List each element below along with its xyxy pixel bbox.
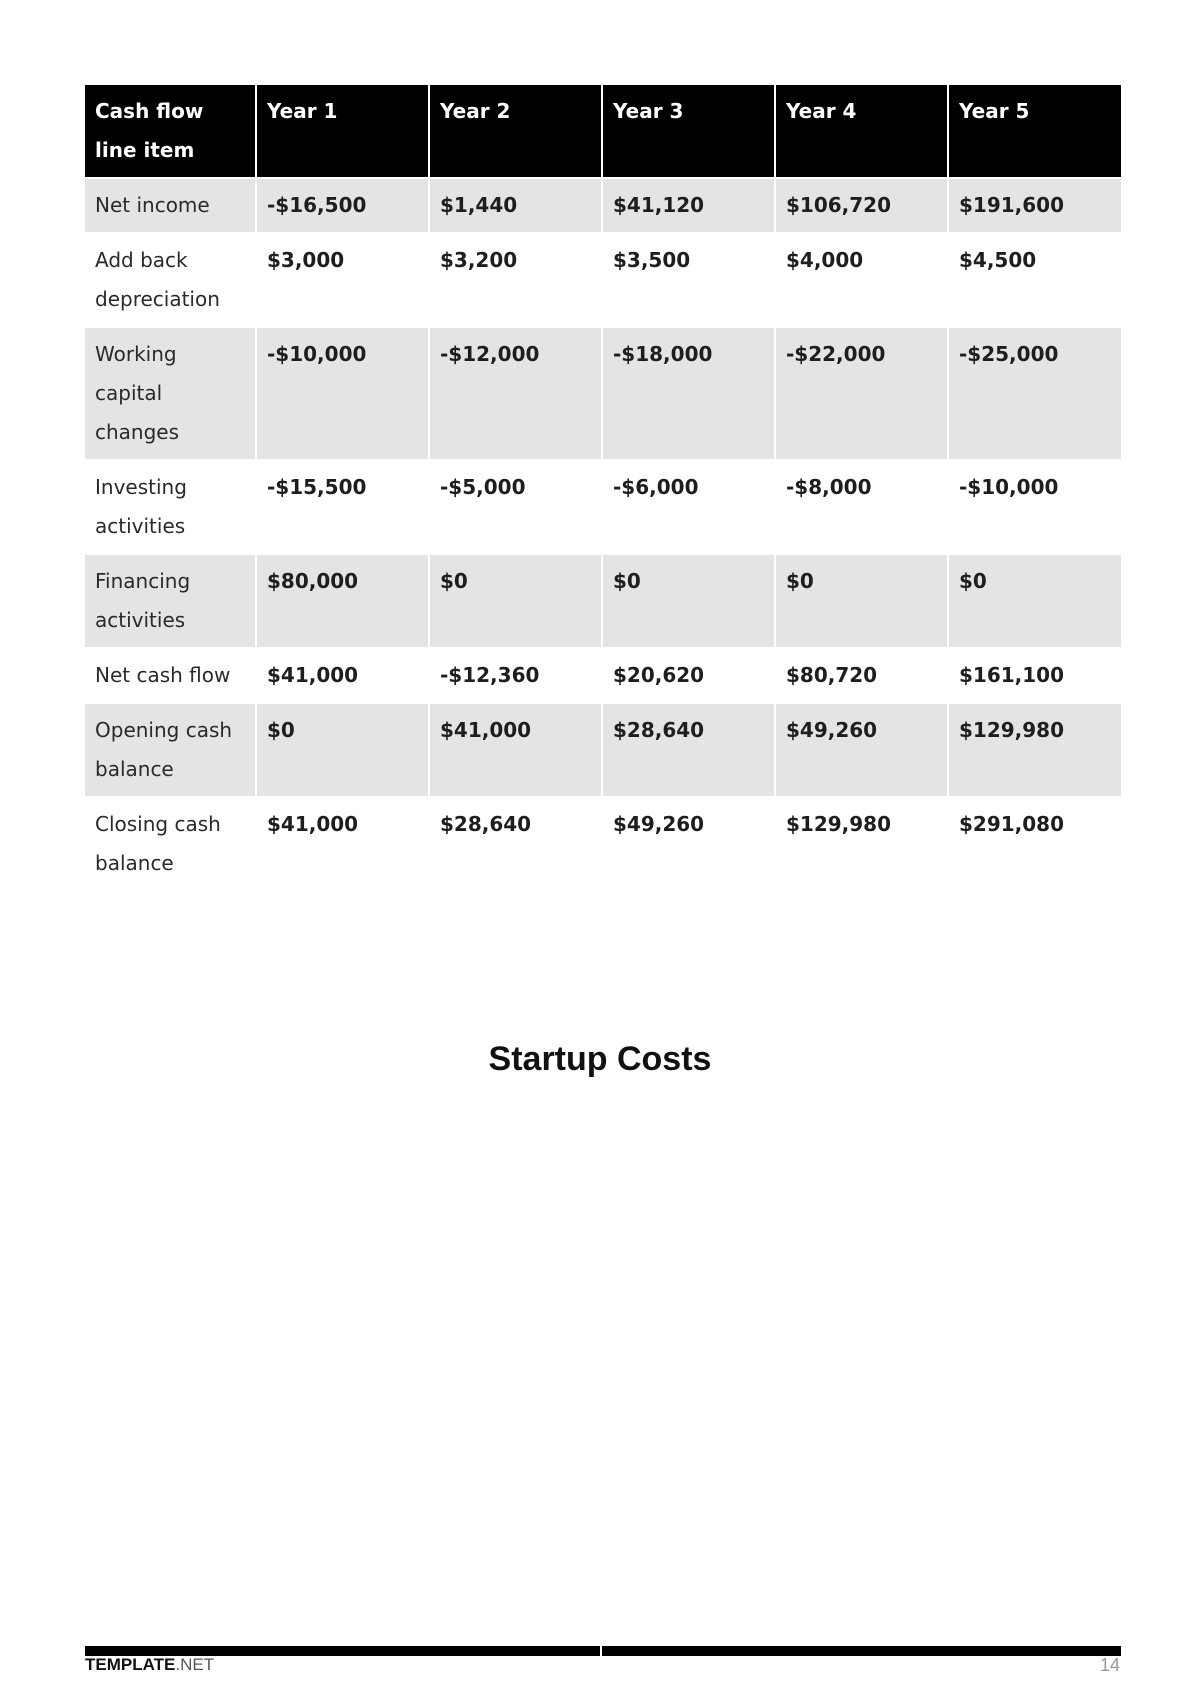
- row-value: $106,720: [775, 178, 948, 233]
- row-value: $0: [775, 554, 948, 648]
- row-label: Working capital changes: [85, 327, 256, 460]
- table-row: [85, 797, 1121, 890]
- row-value: -$18,000: [602, 327, 775, 460]
- row-value: $28,640: [429, 797, 602, 890]
- row-value: -$12,360: [429, 648, 602, 703]
- row-value: $161,100: [959, 663, 1065, 687]
- row-value: $41,120: [602, 178, 775, 233]
- row-label: Net cash flow: [85, 648, 256, 703]
- table-row: [85, 648, 1121, 703]
- row-value: $3,200: [429, 233, 602, 327]
- row-value: $291,080: [959, 812, 1065, 836]
- header-cell-year-3: Year 3: [602, 85, 775, 178]
- table-row: [85, 703, 1121, 797]
- row-label: Closing cash balance: [85, 797, 256, 890]
- table-row: [85, 460, 1121, 554]
- row-value: -$5,000: [429, 460, 602, 554]
- row-value: -$15,500: [256, 460, 429, 554]
- footer-brand-logo: [85, 1654, 214, 1676]
- row-value: $0: [429, 554, 602, 648]
- row-label: Financing activities: [85, 554, 256, 648]
- header-cell-year-5: Year 5: [959, 99, 1030, 123]
- table-header-row: [85, 85, 1121, 178]
- page-number: 14: [1099, 1655, 1120, 1675]
- row-value: -$12,000: [429, 327, 602, 460]
- row-value: $191,600: [959, 193, 1065, 217]
- row-value: $49,260: [775, 703, 948, 797]
- header-cell-year-1: Year 1: [256, 85, 429, 178]
- row-value: $0: [959, 569, 987, 593]
- row-value: $3,000: [256, 233, 429, 327]
- row-value: $80,720: [775, 648, 948, 703]
- row-value: -$8,000: [775, 460, 948, 554]
- row-value: $41,000: [256, 797, 429, 890]
- row-value: $3,500: [602, 233, 775, 327]
- row-value: $129,980: [959, 718, 1065, 742]
- row-value: -$6,000: [602, 460, 775, 554]
- row-label: Net income: [85, 178, 256, 233]
- row-value: $80,000: [256, 554, 429, 648]
- table-row: [85, 178, 1121, 233]
- section-title: Startup Costs: [488, 1040, 712, 1078]
- row-value: -$25,000: [959, 342, 1059, 366]
- row-label: Investing activities: [85, 460, 256, 554]
- row-value: -$10,000: [256, 327, 429, 460]
- row-value: $4,500: [959, 248, 1037, 272]
- table-row: [85, 327, 1121, 460]
- header-cell-line-item: Cash flow line item: [85, 85, 256, 178]
- footer-divider-right: [602, 1646, 1121, 1656]
- row-value: $20,620: [602, 648, 775, 703]
- row-label: Add back depreciation: [85, 233, 256, 327]
- row-value: -$22,000: [775, 327, 948, 460]
- table-row: [85, 554, 1121, 648]
- row-value: $129,980: [775, 797, 948, 890]
- row-value: $0: [256, 703, 429, 797]
- footer-brand-name: TEMPLATE: [85, 1655, 176, 1674]
- row-value: $41,000: [256, 648, 429, 703]
- row-value: $1,440: [429, 178, 602, 233]
- header-cell-year-2: Year 2: [429, 85, 602, 178]
- row-value: $4,000: [775, 233, 948, 327]
- table-row: [85, 233, 1121, 327]
- cash-flow-table: [85, 85, 1121, 890]
- header-cell-year-4: Year 4: [775, 85, 948, 178]
- row-value: -$10,000: [959, 475, 1059, 499]
- footer-brand-suffix: .NET: [175, 1655, 215, 1674]
- row-label: Opening cash balance: [85, 703, 256, 797]
- row-value: $49,260: [602, 797, 775, 890]
- row-value: $0: [602, 554, 775, 648]
- row-value: $41,000: [429, 703, 602, 797]
- row-value: $28,640: [602, 703, 775, 797]
- row-value: -$16,500: [256, 178, 429, 233]
